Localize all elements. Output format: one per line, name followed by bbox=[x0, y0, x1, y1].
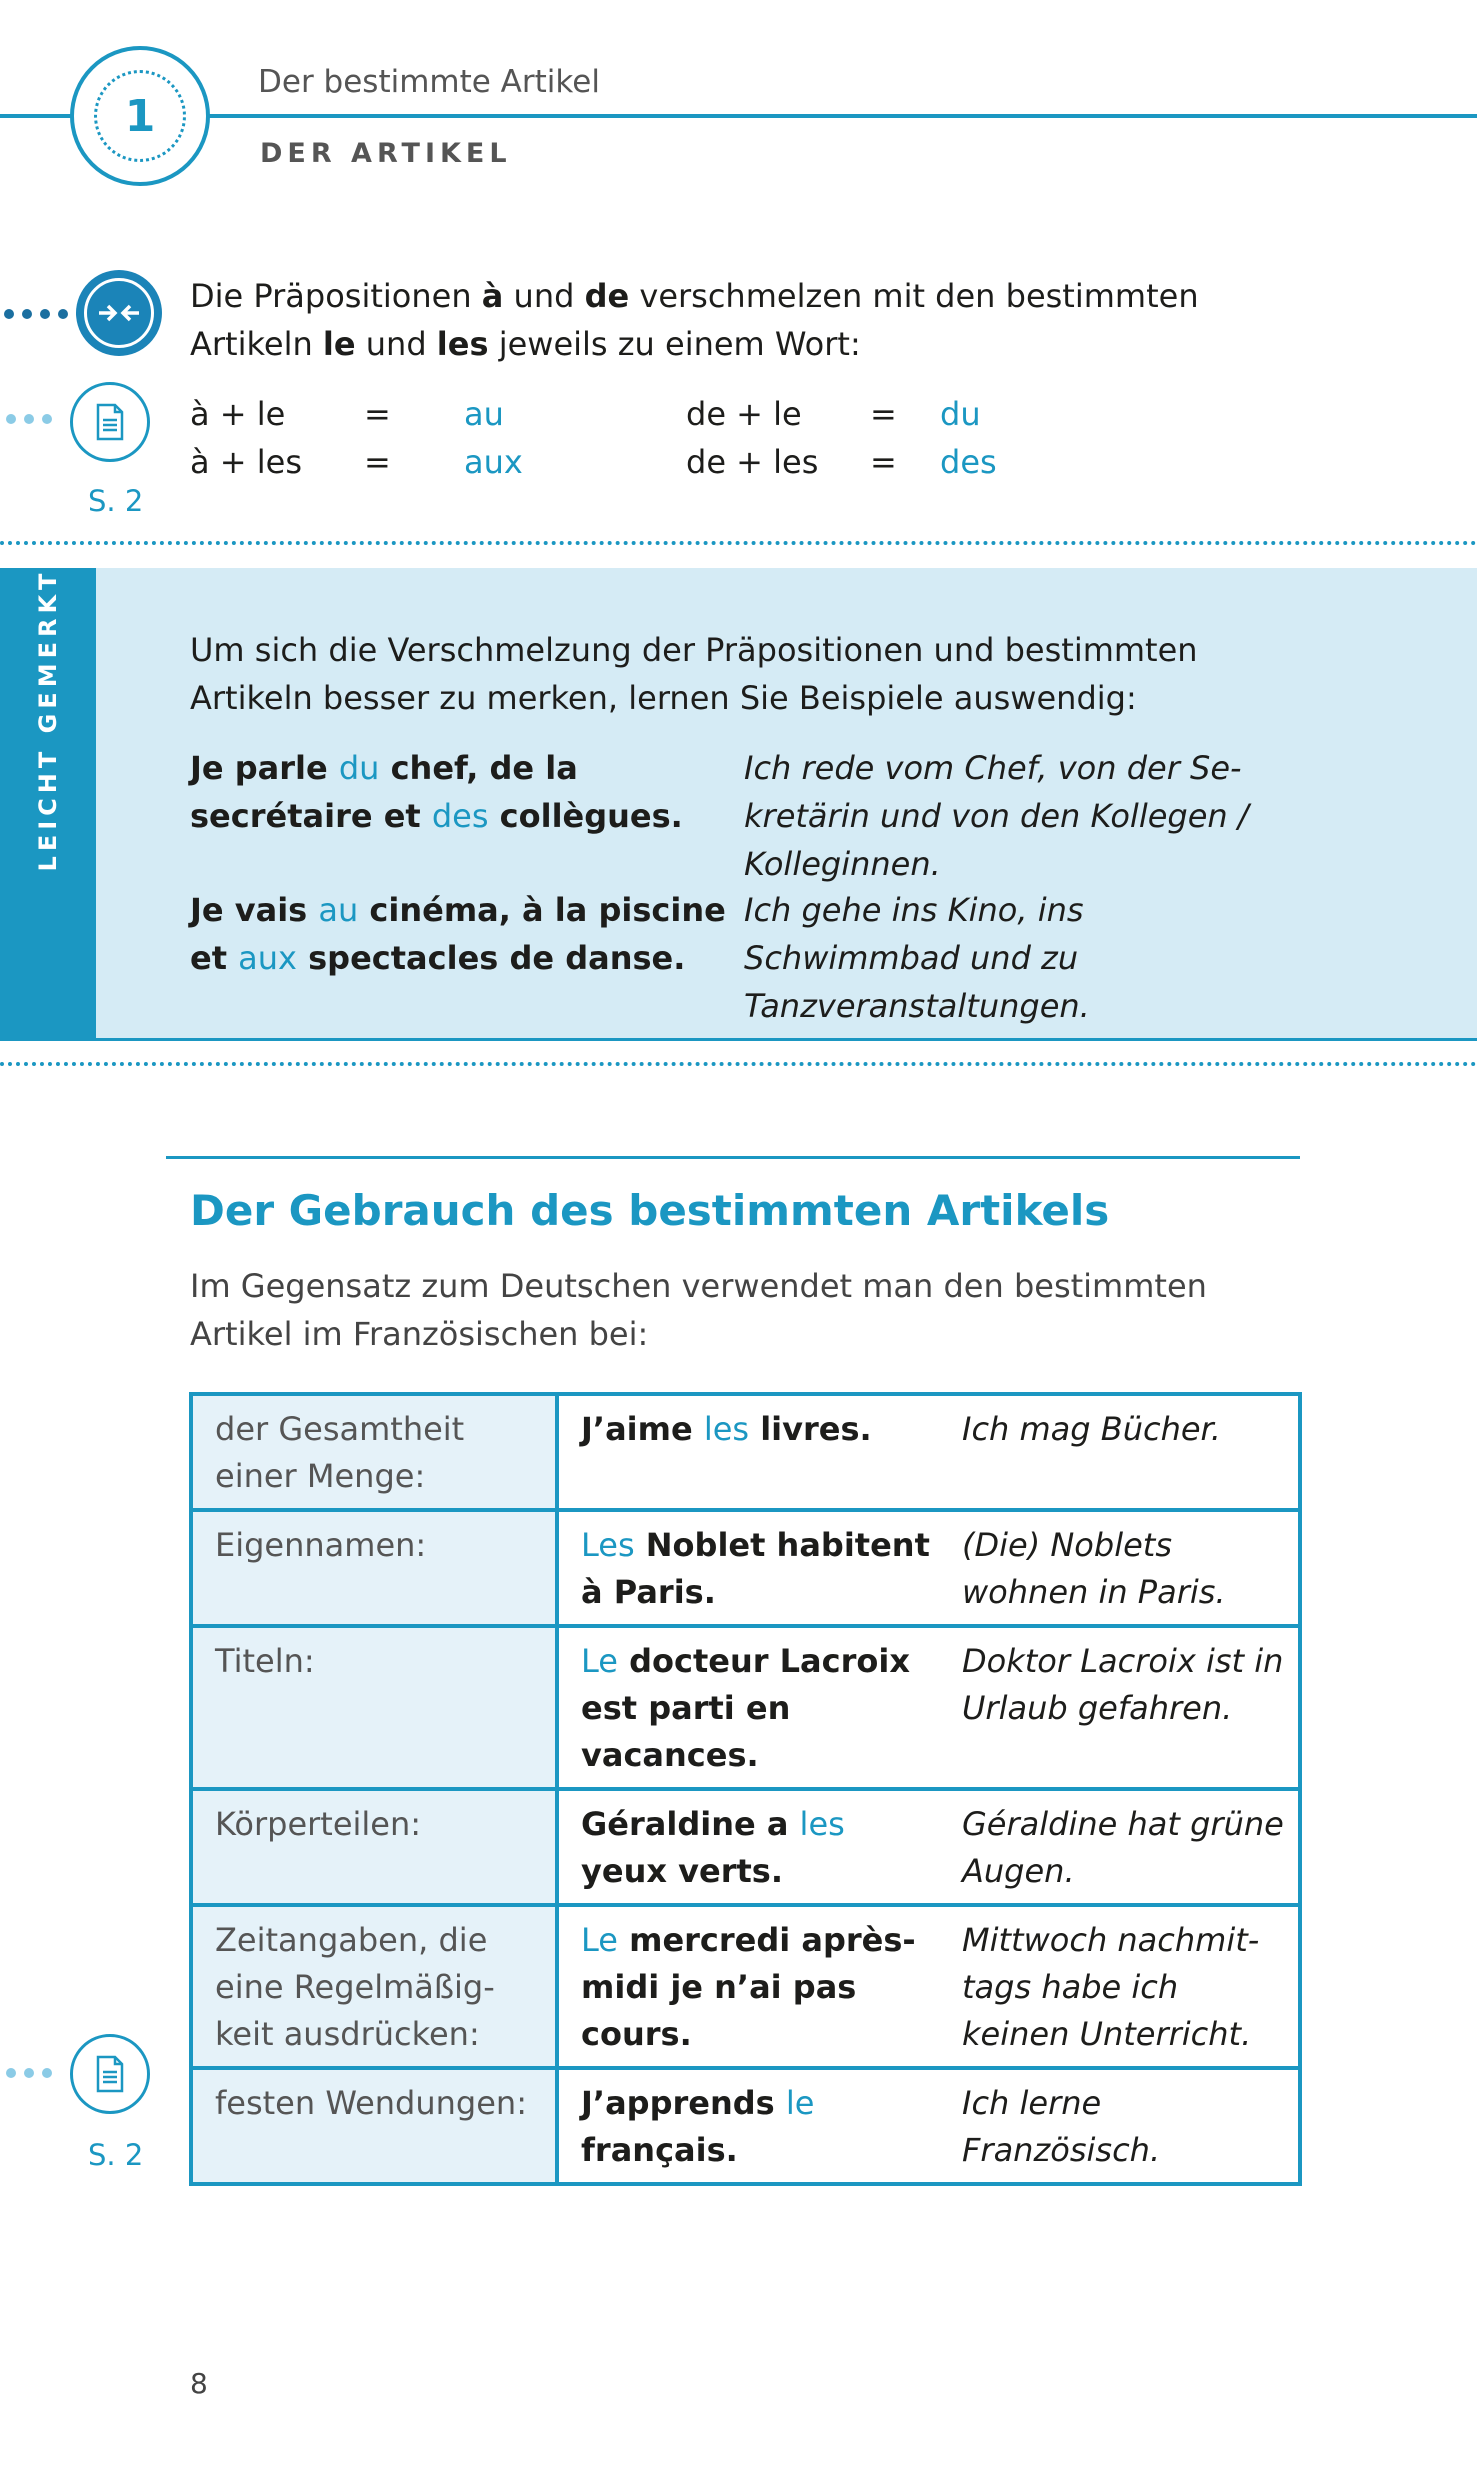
section-title: Der Gebrauch des bestimmten Artikels bbox=[190, 1186, 1110, 1235]
usage-example: Géraldine a les yeux verts. bbox=[557, 1789, 956, 1905]
running-subtitle: DER ARTIKEL bbox=[260, 138, 512, 169]
dotted-connector bbox=[6, 414, 52, 424]
usage-example: J’apprends le français. bbox=[557, 2068, 956, 2184]
usage-label: der Gesamtheit einer Menge: bbox=[191, 1394, 557, 1510]
section-intro: Im Gegensatz zum Deutschen verwendet man den bestimmten Artikel im Französischen bei: bbox=[190, 1267, 1207, 1353]
dotted-divider bbox=[0, 1062, 1477, 1066]
contraction-row: à + les = aux de + les = des bbox=[190, 443, 997, 481]
document-icon[interactable] bbox=[70, 2034, 150, 2114]
usage-translation: Géraldine hat grüne Augen. bbox=[956, 1789, 1300, 1905]
table-row bbox=[191, 1510, 1300, 1626]
usage-translation: Ich lerne Französisch. bbox=[956, 2068, 1300, 2184]
tip-intro: Um sich die Verschmelzung der Präpositionen und bestimmten Artikeln besser zu merken, lernen Sie Beispiele auswendig: bbox=[190, 631, 1198, 717]
tip-example-french: Je parle du chef, de la secrétaire et des collègues. bbox=[190, 749, 683, 835]
dotted-connector bbox=[4, 309, 86, 319]
chapter-number: 1 bbox=[94, 70, 186, 162]
usage-table bbox=[189, 1392, 1302, 2186]
usage-label: Titeln: bbox=[191, 1626, 557, 1789]
contraction-table bbox=[190, 390, 1090, 486]
page-number: 8 bbox=[190, 2367, 208, 2400]
tip-example-german: Ich gehe ins Kino, ins Schwimmbad und zu Tanzveranstaltungen. bbox=[744, 891, 1090, 1025]
usage-example: Le docteur Lacroix est parti en vacances. bbox=[557, 1626, 956, 1789]
tip-box-bottom-rule bbox=[0, 1038, 1477, 1041]
tip-example-french: Je vais au cinéma, à la piscine et aux spectacles de danse. bbox=[190, 891, 726, 977]
merge-icon bbox=[76, 270, 162, 356]
dotted-divider bbox=[0, 541, 1477, 545]
tip-example-german: Ich rede vom Chef, von der Sekretärin und von den Kollegen / Kolleginnen. bbox=[744, 749, 1249, 883]
table-row bbox=[191, 1394, 1300, 1510]
document-icon[interactable] bbox=[70, 382, 150, 462]
page-reference[interactable]: S. 2 bbox=[88, 484, 144, 518]
table-row bbox=[191, 1789, 1300, 1905]
usage-example: Le mercredi après-midi je n’ai pas cours. bbox=[557, 1905, 956, 2068]
contraction-row: à + le = au de + le = du bbox=[190, 395, 981, 433]
chapter-badge bbox=[70, 46, 210, 186]
usage-label: festen Wendungen: bbox=[191, 2068, 557, 2184]
usage-example: J’aime les livres. bbox=[557, 1394, 956, 1510]
usage-translation: Ich mag Bücher. bbox=[956, 1394, 1300, 1510]
dotted-connector bbox=[6, 2068, 52, 2078]
usage-label: Körperteilen: bbox=[191, 1789, 557, 1905]
page-reference[interactable]: S. 2 bbox=[88, 2138, 144, 2172]
usage-translation: (Die) Noblets wohnen in Paris. bbox=[956, 1510, 1300, 1626]
tip-tab-label: LEICHT GEMERKT bbox=[34, 568, 62, 872]
usage-example: Les Noblet habitent à Paris. bbox=[557, 1510, 956, 1626]
usage-label: Zeitangaben, die eine Regelmäßigkeit ausdrücken: bbox=[191, 1905, 557, 2068]
usage-translation: Mittwoch nachmittags habe ich keinen Unterricht. bbox=[956, 1905, 1300, 2068]
table-row bbox=[191, 2068, 1300, 2184]
table-row bbox=[191, 1626, 1300, 1789]
table-row bbox=[191, 1905, 1300, 2068]
running-title: Der bestimmte Artikel bbox=[258, 64, 600, 100]
section-rule bbox=[166, 1156, 1300, 1159]
usage-translation: Doktor Lacroix ist in Urlaub gefahren. bbox=[956, 1626, 1300, 1789]
intro-paragraph: Die Präpositionen à und de verschmelzen mit den bestimmten Artikeln le und les jeweils zu einem Wort: bbox=[190, 277, 1199, 363]
usage-label: Eigennamen: bbox=[191, 1510, 557, 1626]
header-rule bbox=[0, 114, 1477, 118]
